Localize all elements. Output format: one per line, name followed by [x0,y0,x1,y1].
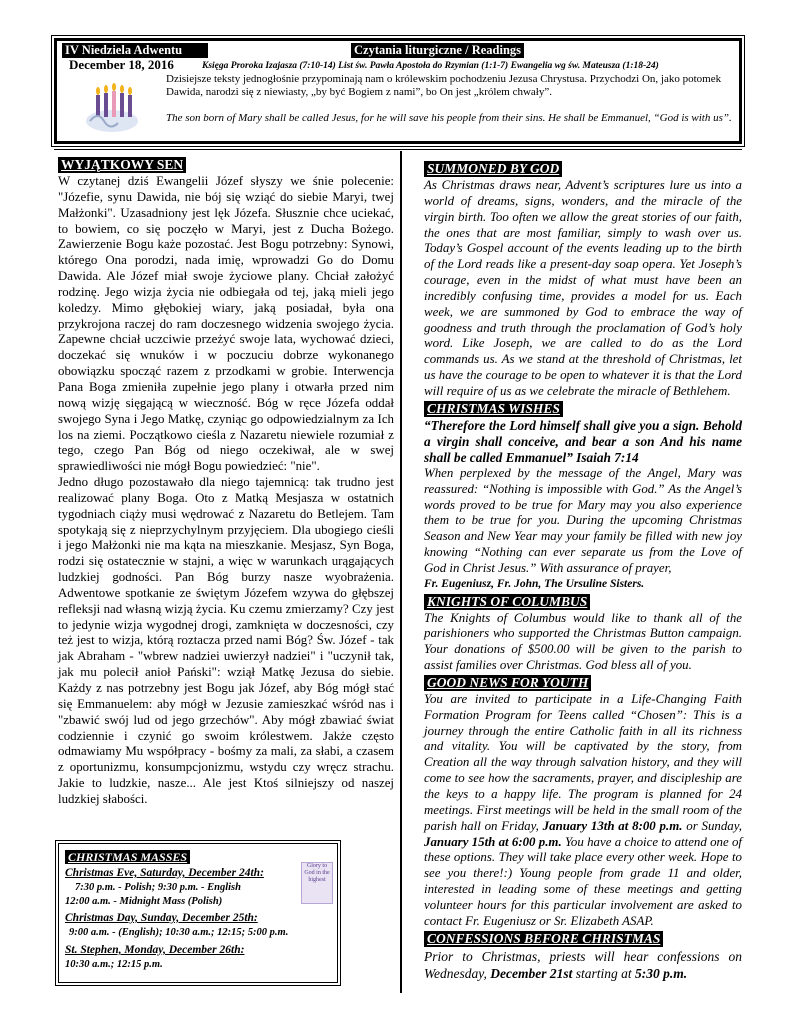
bulletin-date: December 18, 2016 [69,57,174,72]
top-rule [54,149,742,150]
summoned-text: As Christmas draws near, Advent’s scriptures lure us into a world of dreams, signs, wonders, and the miracle of the virgin birth. Too often we allow the great stories of our faith, the ones that are most familiar, simply to wash over us. Today’s Gospel account of the events leading up to the birth of the Lord reads like a present-day soap opera. Yet Joseph’s courage, even in the midst of what must have been an incredibly confusing time, provides a model for us. Each week, we are summoned by God to embrace the way of goodness and truth through the proclamation of God’s holy word. Like Joseph, we are called to do as the Lord commands us. As we stand at the threshold of Christmas, let us have the courage to be open to whatever it is that the Lord will require of us as we celebrate the miracle of Bethlehem. [424,178,742,398]
readings-label: Czytania liturgiczne / Readings [351,43,524,58]
english-summary: The son born of Mary shall be called Jesus, for he will save his people from their sins. He shall be Emmanuel, “God is with us”. [166,112,732,124]
advent-candles-icon [82,81,146,137]
eve-midnight: 12:00 a.m. - Midnight Mass (Polish) [65,896,223,907]
section-title-wishes: CHRISTMAS WISHES [424,401,563,417]
section-title-summoned: SUMMONED BY GOD [424,161,562,177]
stephen-heading: St. Stephen, Monday, December 26th: [65,944,245,956]
right-column [424,160,742,982]
glory-card-image [301,862,333,904]
paragraph: Jedno długo pozostawało dla niego tajemnicą: tak trudno jest realizować plany Boga. Oto z Matką Mesjasza w ostatnich tygodniach ciąży musi wędrować z Nazaretu do Betlejem. Tam spotykają się z nieprzychylnym przyjęciem. Dla ubogiego cieśli i jego Małżonki nie ma kąta na mieszkanie. Mesjasz, Syn Boga, rodzi się ostatecznie w stajni, a więc w warunkach urągających ludzkiej godności. Pan Bóg burzy nasze wyobrażenia. Adwentowe spotkanie ze świętym Józefem wzywa do głębszej refleksji nad własną wizją życia. Ku czemu zmierzamy? Czy jest to jedynie wizja wygodnej drogi, zamknięta w doczesności, czy też jest to wizja, którą roztacza przed nami Bóg? Św. Józef - tak jak Abraham - "wbrew nadziei uwierzył nadziei" i "uczynił tak, jak mu polecił anioł Pański": wziął Matkę Jezusa do siebie. Każdy z nas potrzebny jest Bogu jak Józef, aby Bóg mógł stać się Emmanuelem: aby mógł w Jezusie zamieszkać wśród nas i "zbawić swój lud od jego grzechów". Aby mógł zbawiać świat codziennie i czynić go swoim królestwem. Jakże często odmawiamy Mu współpracy - bośmy za mali, za słabi, a czasem z oportunizmu, konsumpcjonizmu, wstydu czy wręcz strachu. Jakie to ludzkie, nasze... Ale jest Ktoś silniejszy od naszej ludzkiej słabości. [58,475,394,806]
header-box [54,38,742,144]
confessions-time: 5:30 p.m. [635,965,688,981]
paragraph: W czytanej dziś Ewangelii Józef słyszy we śnie polecenie: "Józefie, synu Dawida, nie bój się wziąć do siebie Maryi, twej Małżonki". Uzasadniony jest lęk Józefa. Słusznie chce uciekać, to bowiem, co się poczęło w Maryi, jest z Ducha Bożego. Zawierzenie Bogu każe pozostać. Jest Bogu potrzebny: Synowi, którego Ona porodzi, nada imię, wprowadzi Go do Domu Dawida. Ale Józef miał swoje życiowe plany. Chciał założyć rodzinę. Jego wizja życia nie odbiegała od tej, jaką mieli jego koledzy. Mimo głębokiej wiary, jaką posiadał, była ona przykrojona raczej do ram doczesnego widzenia swojego życia. Zapewne chciał uczciwie przeżyć swoje lata, wychować dzieci, doczekać się wnuków i w poczuciu dobrze wykonanego obowiązku spocząć razem z przodkami w grobie. Interwencja Pana Boga zmieniła zupełnie jego plany i otwarła przed nim nową wizję sięgającą w wieczność. Bóg w ręce Józefa oddał swojego Syna i Jego Matkę, czyniąc go odpowiedzialnym za Ich los na ziemi. Początkowo cieśla z Nazaretu niewiele rozumiał z tego, czego Pan Bóg od niego oczekiwał, ale w swej sprawiedliwości nie mógł Bogu powiedzieć: "nie". [58,174,394,474]
left-column [58,156,394,808]
glory-card-text: Glory to God in the highest [304,863,330,883]
confessions-text [424,948,742,982]
confessions-rest: starting at [572,965,632,981]
section-title-wyjatkowy-sen: WYJĄTKOWY SEN [58,157,186,173]
sunday-label: IV Niedziela Adwentu [62,43,208,58]
masses-title: CHRISTMAS MASSES [65,850,190,864]
youth-date-1: January 13th at 8:00 p.m. [542,818,683,833]
eve-times: 7:30 p.m. - Polish; 9:30 p.m. - English [75,882,241,893]
christmas-masses-box [58,843,338,983]
column-divider [400,151,402,993]
day-times: 9:00 a.m. - (English); 10:30 a.m.; 12:15; 5:00 p.m. [69,927,289,938]
readings-references: Księga Proroka Izajasza (7:10-14) List św. Pawła Apostoła do Rzymian (1:1-7) Ewangelia wg św. Mateusza (1:18-24) [202,61,659,71]
section-title-confessions: CONFESSIONS BEFORE CHRISTMAS [424,931,663,947]
wishes-text: When perplexed by the message of the Angel, Mary was reassured: “Nothing is impossible with God.” As the Angel’s words proved to be true for Mary may you also experience them to be true for you. During the upcoming Christmas Season and New Year may your family be filled with new joy knowing “Nothing can ever separate us from the Love of God in Christ Jesus.” With assurance of prayer, [424,465,742,575]
wishes-quote: “Therefore the Lord himself shall give you a sign. Behold a virgin shall conceive, and bear a son And his name shall be called Emmanuel” Isaiah 7:14 [424,417,742,465]
confessions-date: December 21st [490,965,573,981]
stephen-times: 10:30 a.m.; 12:15 p.m. [65,959,163,970]
section-title-knights: KNIGHTS OF COLUMBUS [424,594,590,610]
wishes-signature: Fr. Eugeniusz, Fr. John, The Ursuline Sisters. [424,577,645,590]
youth-text [424,692,742,930]
polish-summary: Dzisiejsze teksty jednogłośnie przypominają nam o królewskim pochodzeniu Jezusa Chrystusa. Przychodzi On, jako potomek Dawida, narodzi się z niewiasty, „by być Bogiem z nami”, bo On jest „królem chwały”. [166,73,722,98]
youth-or: or Sunday, [682,818,742,833]
youth-date-2: January 15th at 6:00 p.m. [424,834,562,849]
knights-text: The Knights of Columbus would like to thank all of the parishioners who supported the Christmas Button campaign. Your donations of $500.00 will be given to the parish to assist families over Christmas. God bless all of you. [424,610,742,673]
confessions-body: Prior to Christmas, priests will hear confessions on Wednesday, [424,948,742,981]
wyjatkowy-sen-text [58,174,394,808]
youth-body: You are invited to participate in a Life-Changing Faith Formation Program for Teens called “Chosen”: This is a journey through the entire Catholic faith in all its richness and vitality. You will be captivated by the story, from Creation all the way through salvation history, and they will come to see how the sacraments, prayer, and discipleship are the keys to a happy life. The program is planned for 24 meetings. First meetings will be held in the small room of the parish hall on Friday, [424,691,742,833]
eve-heading: Christmas Eve, Saturday, December 24th: [65,867,264,879]
day-heading: Christmas Day, Sunday, December 25th: [65,912,258,924]
section-title-youth: GOOD NEWS FOR YOUTH [424,675,591,691]
youth-body-2: You have a choice to attend one of these options. They will take place every other week. Hope to see you there!:) Young people from grade 11 and older, interested in leading some of these meetings and getting volunteer hours for this particular involvement are asked to contact Fr. Eugeniusz or Sr. Elizabeth ASAP. [424,834,742,928]
